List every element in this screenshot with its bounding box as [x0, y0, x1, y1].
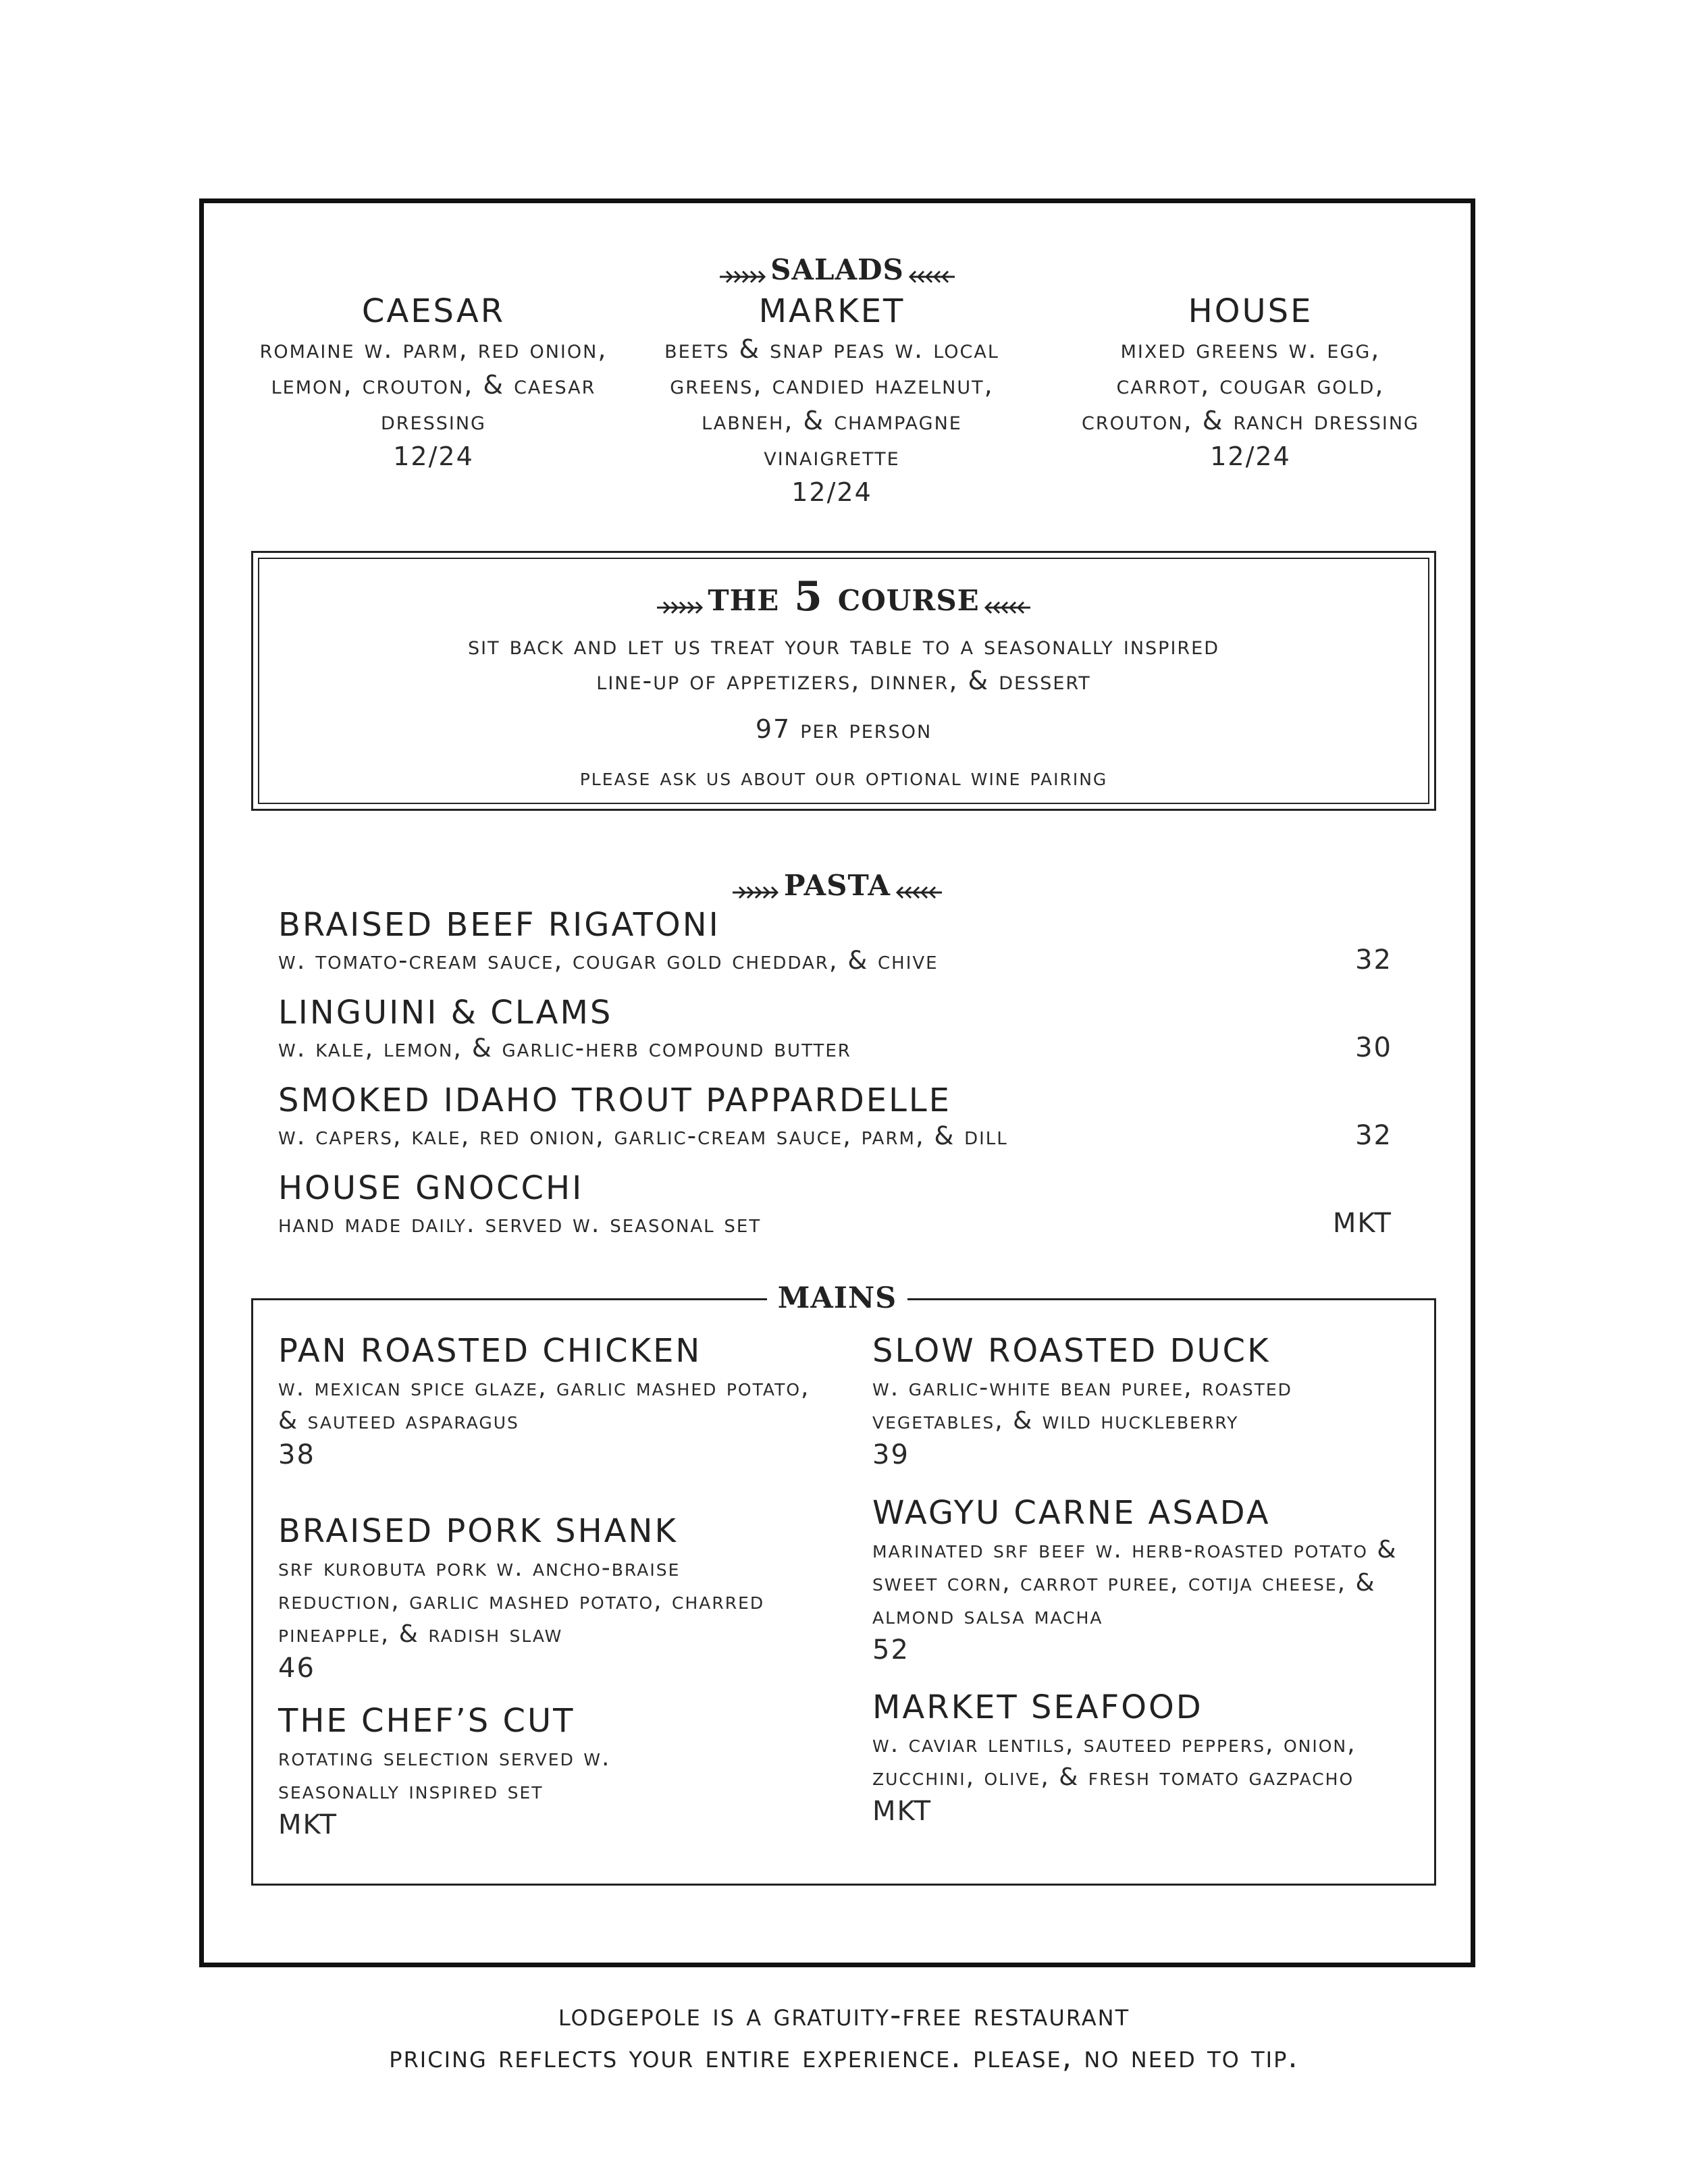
pasta-description: w. tomato-cream sauce, cougar gold cheddar, & chive: [278, 946, 939, 975]
pasta-item: [278, 993, 1413, 1063]
main-price: 52: [872, 1634, 909, 1666]
five-course-title: the 5 course: [708, 573, 980, 620]
footer-line-2: pricing reflects your entire experience. please, no need to tip.: [389, 2039, 1299, 2075]
five-course-heading: [253, 573, 1434, 620]
arrow-left-ornament-icon: [907, 269, 957, 285]
main-description: w. caviar lentils, sauteed peppers, onion, zucchini, olive, & fresh tomato gazpacho: [872, 1730, 1356, 1791]
pasta-name: SMOKED IDAHO TROUT PAPPARDELLE: [278, 1082, 951, 1119]
main-name: BRAISED PORK SHANK: [278, 1512, 678, 1550]
main-description: w. mexican spice glaze, garlic mashed potato, & sauteed asparagus: [278, 1374, 810, 1435]
salad-name: CAESAR: [361, 292, 506, 330]
pasta-item: [278, 905, 1413, 976]
main-name: SLOW ROASTED DUCK: [872, 1332, 1271, 1370]
pasta-name: BRAISED BEEF RIGATONI: [278, 906, 720, 944]
salad-price: 12/24: [791, 477, 872, 507]
main-price: 39: [872, 1439, 909, 1470]
five-course-note: please ask us about our optional wine pairing: [579, 764, 1108, 791]
main-price: MKT: [278, 1809, 338, 1840]
pasta-item: [278, 1169, 1413, 1239]
main-item: [278, 1331, 832, 1472]
salads-title: salads: [770, 242, 904, 290]
salad-name: MARKET: [758, 292, 905, 330]
pasta-description: w. kale, lemon, & garlic-herb compound butter: [278, 1034, 851, 1063]
menu-frame: [199, 198, 1475, 1967]
pasta-price: 32: [1355, 1120, 1392, 1151]
salad-price: 12/24: [1210, 442, 1291, 471]
main-item: [278, 1511, 832, 1686]
pasta-name: LINGUINI & CLAMS: [278, 994, 613, 1032]
main-name: THE CHEF’S CUT: [278, 1702, 575, 1740]
main-name: MARKET SEAFOOD: [872, 1688, 1203, 1726]
pasta-price: 30: [1355, 1032, 1392, 1063]
arrow-right-ornament-icon: [717, 269, 767, 285]
main-price: 38: [278, 1439, 315, 1470]
main-name: WAGYU CARNE ASADA: [872, 1494, 1271, 1532]
pasta-price: 32: [1355, 944, 1392, 976]
salad-item-market: [643, 291, 1021, 510]
five-course-line-1: sit back and let us treat your table to a seasonally inspired: [467, 631, 1220, 660]
salad-description: romaine w. parm, red onion, lemon, crouton, & caesar dressing: [259, 334, 608, 435]
five-course-price: 97 per person: [755, 714, 932, 744]
mains-title: mains: [767, 1269, 907, 1318]
arrow-right-ornament-icon: [730, 884, 780, 901]
salad-description: mixed greens w. egg, carrot, cougar gold, crouton, & ranch dressing: [1082, 334, 1419, 435]
main-name: PAN ROASTED CHICKEN: [278, 1332, 702, 1370]
mains-heading: [204, 1269, 1471, 1318]
pasta-title: pasta: [784, 858, 891, 905]
salad-name: HOUSE: [1188, 292, 1313, 330]
main-description: rotating selection served w. seasonally inspired set: [278, 1744, 611, 1805]
arrow-left-ornament-icon: [895, 884, 945, 901]
main-price: MKT: [872, 1796, 932, 1827]
pasta-name: HOUSE GNOCCHI: [278, 1169, 584, 1207]
main-price: 46: [278, 1653, 315, 1684]
pasta-heading: [204, 858, 1471, 905]
pasta-price: MKT: [1332, 1208, 1392, 1239]
main-item: [872, 1331, 1426, 1472]
pasta-description: hand made daily. served w. seasonal set: [278, 1209, 762, 1238]
arrow-right-ornament-icon: [654, 600, 704, 616]
main-item: [872, 1687, 1426, 1829]
main-item: [872, 1493, 1426, 1668]
main-description: srf kurobuta pork w. ancho-braise reduction, garlic mashed potato, charred pineapple, & radish slaw: [278, 1554, 765, 1648]
salad-description: beets & snap peas w. local greens, candied hazelnut, labneh, & champagne vinaigrette: [664, 334, 999, 471]
salad-item-house: [1061, 291, 1440, 474]
salads-heading: [204, 242, 1471, 290]
pasta-item: [278, 1081, 1413, 1151]
main-item: [278, 1701, 832, 1842]
arrow-left-ornament-icon: [983, 600, 1033, 616]
salad-price: 12/24: [393, 442, 474, 471]
main-description: marinated srf beef w. herb-roasted potato & sweet corn, carrot puree, cotija cheese, & almond salsa macha: [872, 1536, 1398, 1630]
footer-line-1: lodgepole is a gratuity-free restaurant: [558, 1997, 1130, 2033]
five-course-box: [251, 551, 1436, 811]
pasta-description: w. capers, kale, red onion, garlic-cream sauce, parm, & dill: [278, 1121, 1008, 1150]
five-course-line-2: line-up of appetizers, dinner, & dessert: [596, 666, 1091, 695]
salad-item-caesar: [244, 291, 623, 474]
main-description: w. garlic-white bean puree, roasted vegetables, & wild huckleberry: [872, 1374, 1292, 1435]
